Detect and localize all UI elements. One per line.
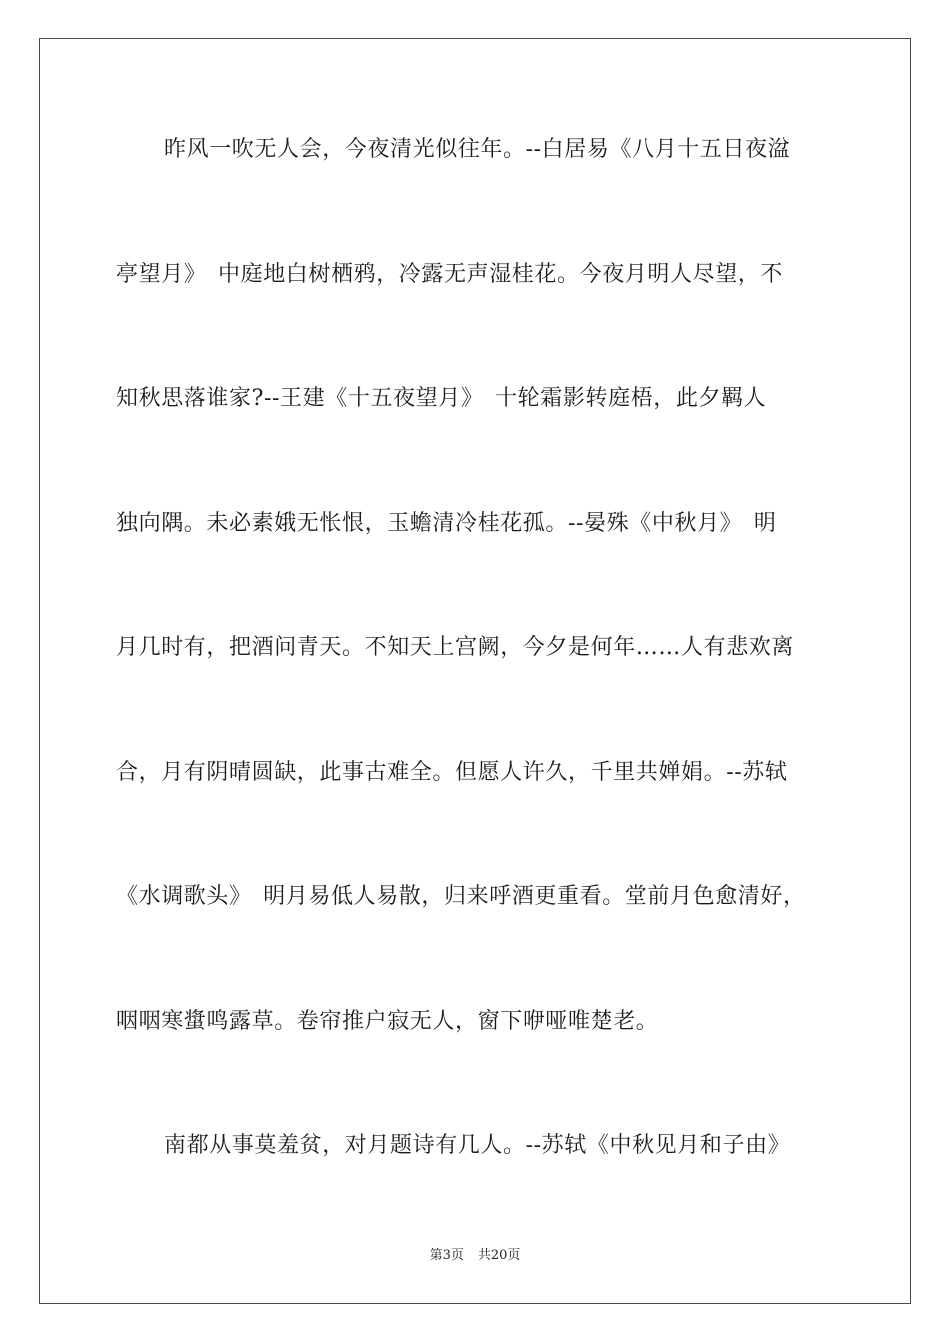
text-line-2: 亭望月》 中庭地白树栖鸦，冷露无声湿桂花。今夜月明人尽望，不: [116, 262, 784, 287]
text-line-9: 南都从事莫羞贫，对月题诗有几人。--苏轼《中秋见月和子由》: [164, 1133, 791, 1158]
text-line-5: 月几时有，把酒问青天。不知天上宫阙，今夕是何年……人有悲欢离: [116, 635, 795, 660]
page-total: 共20页: [477, 1248, 521, 1263]
page-footer: [0, 1246, 950, 1266]
page-number: 第3页: [429, 1248, 464, 1263]
text-line-3: 知秋思落谁家?--王建《十五夜望月》 十轮霜影转庭梧，此夕羁人: [116, 386, 767, 411]
page-border: [39, 38, 911, 1304]
text-line-4: 独向隅。未必素娥无怅恨，玉蟾清冷桂花孤。--晏殊《中秋月》 明: [116, 511, 777, 536]
text-line-8: 咽咽寒螀鸣露草。卷帘推户寂无人，窗下咿哑唯楚老。: [116, 1009, 659, 1034]
text-line-7: 《水调歌头》 明月易低人易散，归来呼酒更重看。堂前月色愈清好，: [116, 884, 806, 909]
text-line-6: 合，月有阴晴圆缺，此事古难全。但愿人许久，千里共婵娟。--苏轼: [116, 760, 788, 785]
text-line-1: 昨风一吹无人会，今夜清光似往年。--白居易《八月十五日夜湓: [164, 137, 791, 162]
